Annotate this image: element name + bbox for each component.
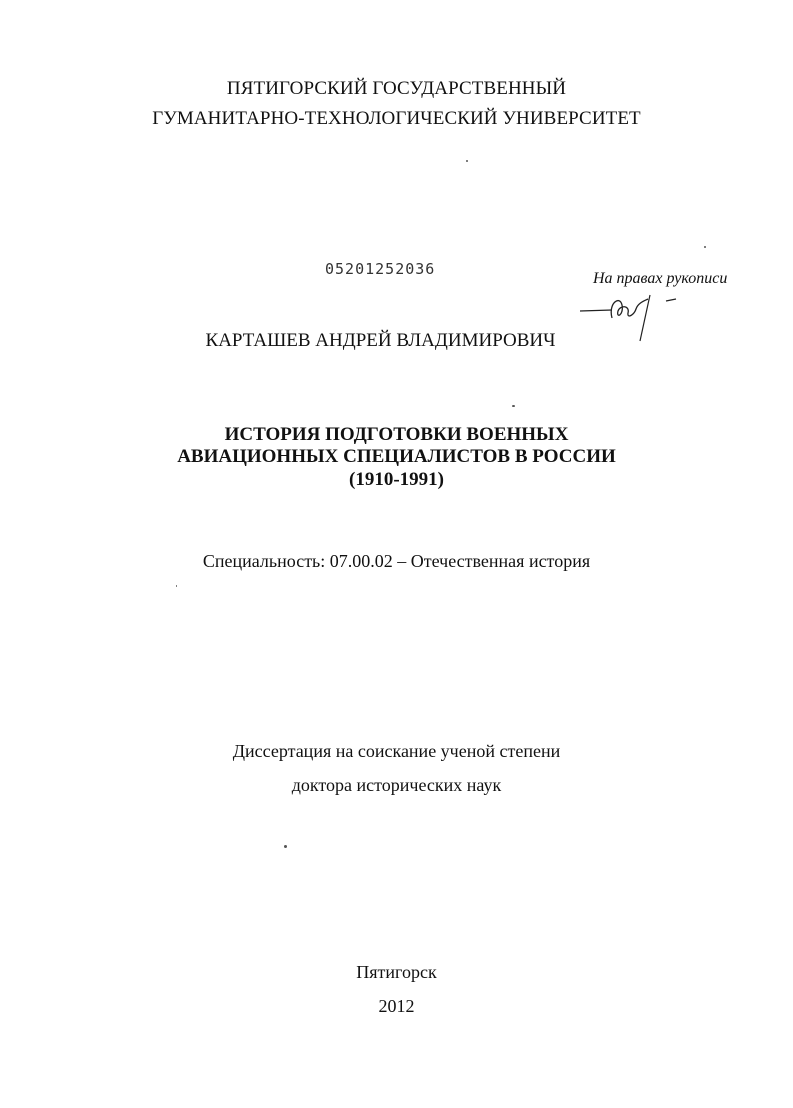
title-line-1: ИСТОРИЯ ПОДГОТОВКИ ВОЕННЫХ <box>224 424 569 445</box>
university-name-line-2: ГУМАНИТАРНО-ТЕХНОЛОГИЧЕСКИЙ УНИВЕРСИТЕТ <box>152 108 641 129</box>
dissertation-line-2: доктора исторических наук <box>291 775 502 795</box>
title-line-2: АВИАЦИОННЫХ СПЕЦИАЛИСТОВ В РОССИИ <box>177 446 616 467</box>
specialty: Специальность: 07.00.02 – Отечественная история <box>202 551 591 571</box>
scan-speck <box>512 405 515 407</box>
scan-speck <box>176 585 177 587</box>
manuscript-note: На правах рукописи <box>593 270 728 287</box>
author-name: КАРТАШЕВ АНДРЕЙ ВЛАДИМИРОВИЧ <box>205 330 556 351</box>
catalog-number: 05201252036 <box>325 260 436 278</box>
city: Пятигорск <box>356 962 437 982</box>
scan-speck <box>284 845 287 848</box>
year: 2012 <box>378 996 415 1016</box>
scan-speck <box>466 160 468 162</box>
university-name-line-1: ПЯТИГОРСКИЙ ГОСУДАРСТВЕННЫЙ <box>226 78 567 99</box>
scan-speck <box>704 246 706 248</box>
dissertation-line-1: Диссертация на соискание ученой степени <box>232 741 561 761</box>
title-years: (1910-1991) <box>349 469 444 490</box>
